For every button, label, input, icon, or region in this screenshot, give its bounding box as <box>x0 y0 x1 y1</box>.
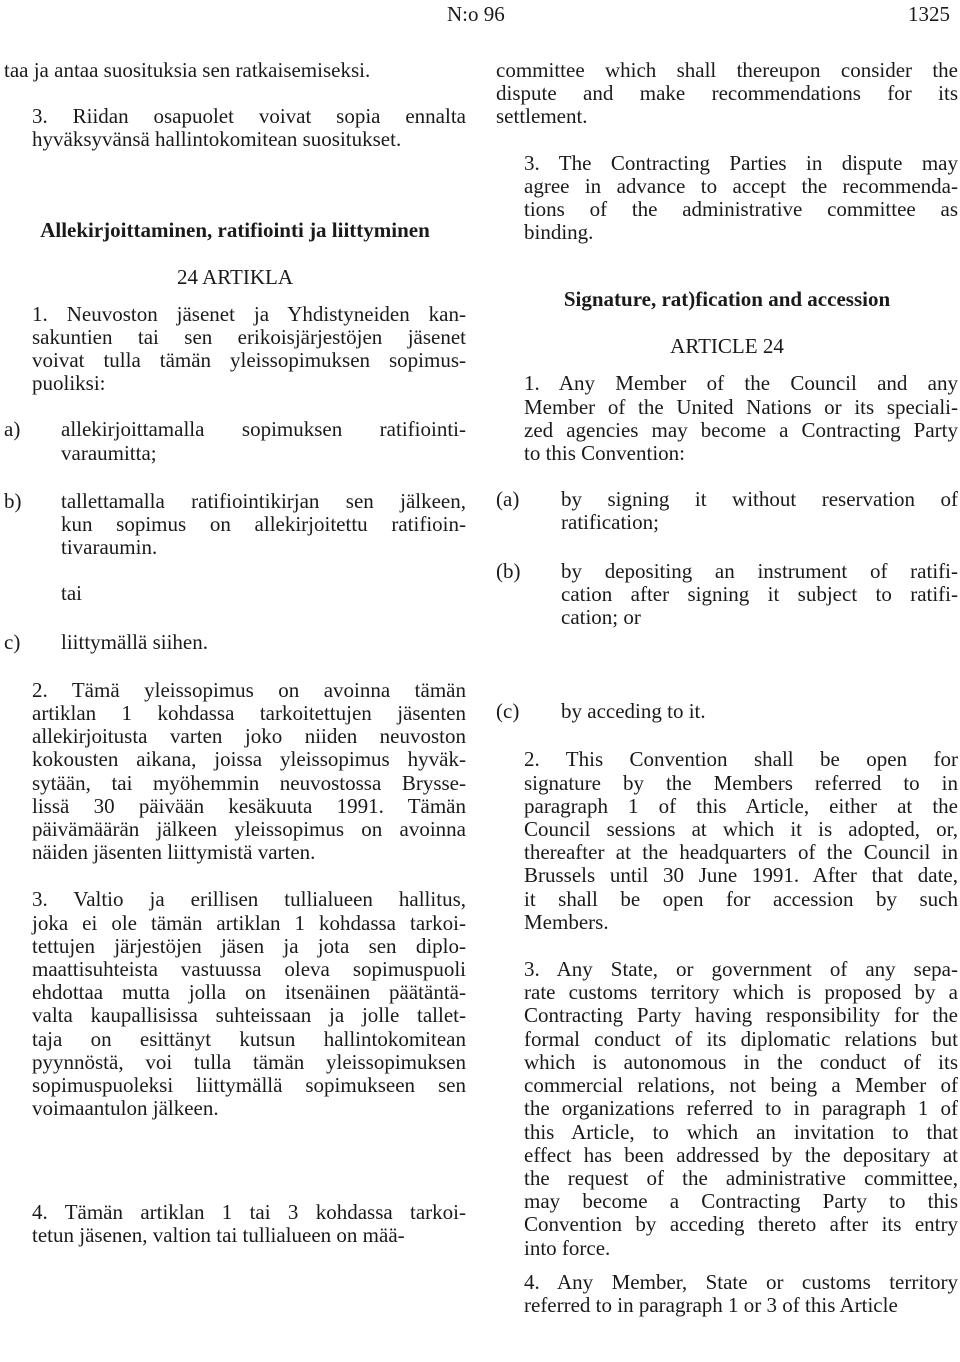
text-line: 1. Neuvoston jäsenet ja Yhdistyneiden kan- <box>32 301 466 326</box>
en-continued-paragraph <box>496 59 958 129</box>
text-line: joka ei ole tämän artiklan 1 kohdassa tarkoi- <box>32 910 466 935</box>
text-line: ehdottaa mutta jolla on itsenäinen päätäntä- <box>32 980 466 1005</box>
en-paragraph-3 <box>496 152 958 245</box>
en-list-item-c <box>496 700 958 723</box>
text-line: zed agencies may become a Contracting Party <box>524 417 958 442</box>
text-line: pyynnöstä, voi tulla tämän yleissopimuksen <box>32 1049 466 1074</box>
text-line: 1. Any Member of the Council and any <box>524 371 958 396</box>
fi-list-text-b <box>61 490 466 560</box>
fi-article-title: 24 ARTIKLA <box>177 264 293 289</box>
fi-article-paragraph-3 <box>4 888 466 1120</box>
text-line: paragraph 1 of this Article, either at the <box>524 793 958 818</box>
text-line: thereafter at the headquarters of the Council in <box>524 840 958 865</box>
text-line: puoliksi: <box>32 371 106 396</box>
text-line: allekirjoittamalla sopimuksen ratifiointi- <box>61 417 466 442</box>
text-line: 2. Tämä yleissopimus on avoinna tämän <box>32 677 466 702</box>
en-list-text-c <box>561 700 958 723</box>
fi-list-text-c <box>61 631 466 654</box>
text-line: liittymällä siihen. <box>61 629 208 654</box>
fi-list-conjunction: tai <box>61 581 82 606</box>
text-line: tetun jäsenen, valtion tai tullialueen on mää- <box>32 1222 405 1247</box>
text-line: into force. <box>524 1235 611 1260</box>
text-line: tallettamalla ratifiointikirjan sen jälkeen, <box>61 488 466 513</box>
text-line: may become a Contracting Party to this <box>524 1189 958 1214</box>
text-line: to this Convention: <box>524 441 686 466</box>
en-article-paragraph-1 <box>496 372 958 465</box>
text-line: Contracting Party having responsibility for the <box>524 1003 958 1028</box>
text-line: binding. <box>524 220 594 245</box>
text-line: formal conduct of its diplomatic relations but <box>524 1026 958 1051</box>
text-line: artiklan 1 kohdassa tarkoitettujen jäsenten <box>32 701 466 726</box>
english-column <box>496 59 958 1317</box>
en-article-paragraph-3 <box>496 958 958 1260</box>
text-line: sakuntien tai sen erikoisjärjestöjen jäsenet <box>32 324 466 349</box>
fi-section-heading: Allekirjoittaminen, ratifiointi ja liittyminen <box>40 217 430 242</box>
fi-list-text-a <box>61 418 466 464</box>
text-line: taa ja antaa suosituksia sen ratkaisemiseksi. <box>4 58 371 82</box>
en-list-item-b <box>496 560 958 630</box>
en-list-item-a <box>496 488 958 534</box>
text-line: Members. <box>524 909 609 934</box>
text-line: 3. Any State, or government of any sepa- <box>524 957 958 982</box>
text-line: committee which shall thereupon consider the <box>496 58 958 82</box>
text-line: Member of the United Nations or its speciali- <box>524 394 958 419</box>
text-line: cation after signing it subject to ratifi- <box>561 581 958 606</box>
text-line: dispute and make recommendations for its <box>496 81 958 106</box>
text-line: 3. The Contracting Parties in dispute may <box>524 150 958 175</box>
fi-article-paragraph-2 <box>4 679 466 865</box>
text-line: Council sessions at which it is adopted, or, <box>524 817 958 842</box>
en-list-text-b <box>561 560 958 630</box>
fi-list-label-c: c) <box>4 629 21 654</box>
text-line: päivämäärän jälkeen yleissopimus on avoinna <box>32 817 466 842</box>
text-line: näiden jäsenten liittymistä varten. <box>32 840 316 865</box>
text-line: sopimuspuoleksi liittymällä sopimukseen sen <box>32 1073 466 1098</box>
text-line: sytään, tai myöhemmin neuvostossa Brysse- <box>32 770 466 795</box>
fi-continued-paragraph <box>4 59 466 82</box>
en-section-heading: Signature, rat)fication and accession <box>563 287 891 312</box>
text-line: valta kaupallisissa suhteissaan ja jolle tallet- <box>32 1003 466 1028</box>
journal-number: N:o 96 <box>447 2 505 26</box>
text-line: settlement. <box>496 104 588 129</box>
en-article-paragraph-2 <box>496 748 958 934</box>
text-line: maattisuhteista vastuussa oleva sopimuspuoli <box>32 957 466 982</box>
text-line: allekirjoitusta varten joko niiden neuvoston <box>32 724 466 749</box>
text-line: 4. Any Member, State or customs territory <box>524 1269 958 1294</box>
fi-list-label-b: b) <box>4 488 22 513</box>
text-line: voivat tulla tämän yleissopimuksen sopimus- <box>32 348 466 373</box>
text-line: signature by the Members referred to in <box>524 770 958 795</box>
page-number: 1325 <box>908 2 950 26</box>
text-line: 4. Tämän artiklan 1 tai 3 kohdassa tarkoi- <box>32 1199 466 1224</box>
text-line: the request of the administrative committee, <box>524 1165 958 1190</box>
text-line: by depositing an instrument of ratifi- <box>561 558 958 583</box>
text-line: commercial relations, not being a Member of <box>524 1073 958 1098</box>
text-line: taja on esittänyt kutsun hallintokomitean <box>32 1026 466 1051</box>
text-line: 3. Riidan osapuolet voivat sopia ennalta <box>32 104 466 129</box>
en-article-title: ARTICLE 24 <box>670 334 784 359</box>
text-line: voimaantulon jälkeen. <box>32 1096 219 1121</box>
en-list-label-c: (c) <box>496 699 520 724</box>
text-line: 2. This Convention shall be open for <box>524 747 958 772</box>
en-article-paragraph-4 <box>496 1271 958 1317</box>
text-line: effect has been addressed by the depositary at <box>524 1142 958 1167</box>
text-line: referred to in paragraph 1 or 3 of this Article <box>524 1292 898 1317</box>
finnish-column <box>4 59 466 1247</box>
text-line: this Article, to which an invitation to that <box>524 1119 958 1144</box>
fi-paragraph-3 <box>4 105 466 151</box>
text-line: tivaraumin. <box>61 535 158 560</box>
text-line: Brussels until 30 June 1991. After that date, <box>524 863 958 888</box>
text-line: varaumitta; <box>61 440 157 465</box>
en-list-text-a <box>561 488 958 534</box>
text-line: Convention by acceding thereto after its entry <box>524 1212 958 1237</box>
en-list-label-b: (b) <box>496 558 521 583</box>
text-line: tions of the administrative committee as <box>524 197 958 222</box>
text-line: lissä 30 päivään kesäkuuta 1991. Tämän <box>32 793 466 818</box>
text-line: hyväksyvänsä hallintokomitean suositukset. <box>32 127 402 152</box>
fi-list-item-b <box>4 490 466 560</box>
text-line: the organizations referred to in paragraph 1 of <box>524 1096 958 1121</box>
fi-list-item-a <box>4 418 466 464</box>
text-line: it shall be open for accession by such <box>524 886 958 911</box>
en-list-label-a: (a) <box>496 487 520 512</box>
text-line: ratification; <box>561 510 659 535</box>
fi-list-item-c <box>4 631 466 654</box>
fi-list-label-a: a) <box>4 417 21 442</box>
text-line: cation; or <box>561 605 641 630</box>
text-line: which is autonomous in the conduct of its <box>524 1049 958 1074</box>
fi-article-paragraph-4 <box>4 1201 466 1247</box>
text-line: 3. Valtio ja erillisen tullialueen hallitus, <box>32 887 466 912</box>
text-line: rate customs territory which is proposed by a <box>524 980 958 1005</box>
text-line: by acceding to it. <box>561 699 706 724</box>
fi-article-paragraph-1 <box>4 303 466 396</box>
text-line: kun sopimus on allekirjoitettu ratifioin- <box>61 512 466 537</box>
text-line: by signing it without reservation of <box>561 487 958 512</box>
text-line: agree in advance to accept the recommenda- <box>524 173 958 198</box>
text-line: tettujen järjestöjen jäsen ja jota sen diplo- <box>32 933 466 958</box>
text-line: kokousten aikana, joissa yleissopimus hyväk- <box>32 747 466 772</box>
